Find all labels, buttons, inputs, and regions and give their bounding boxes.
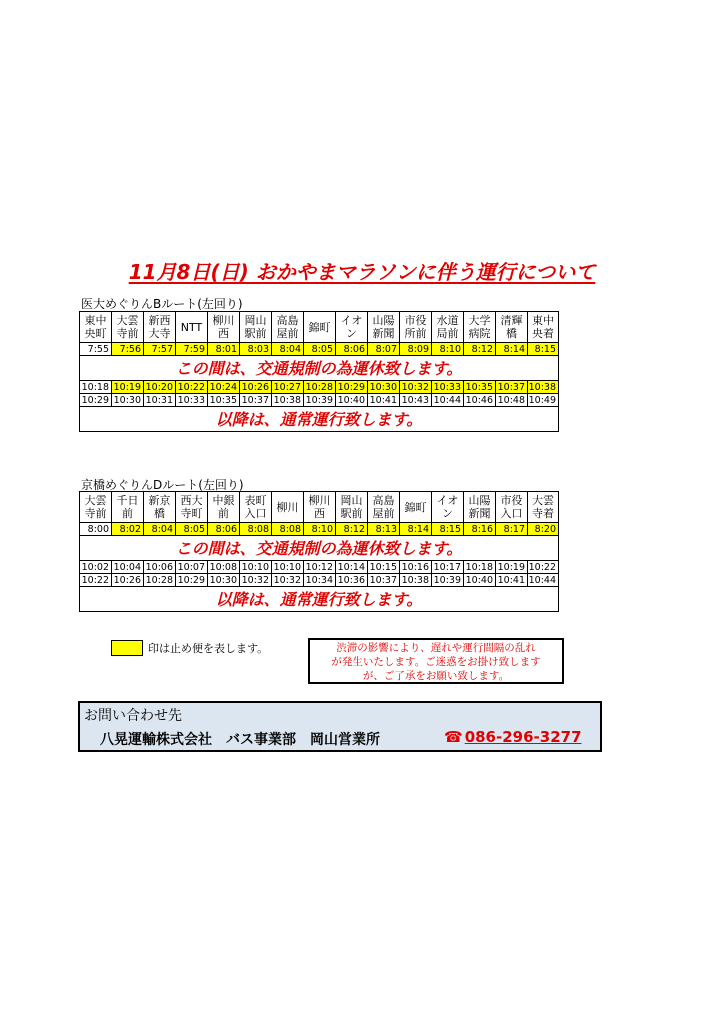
time-cell: 10:19 <box>496 561 528 574</box>
contact-box <box>78 701 602 752</box>
stop-name: 山陽新聞 <box>368 312 400 343</box>
delay-warning-box <box>308 638 564 684</box>
stop-name: 東中央着 <box>528 312 559 343</box>
time-cell: 8:05 <box>176 523 208 536</box>
stop-name: 水道局前 <box>432 312 464 343</box>
time-cell: 10:10 <box>272 561 304 574</box>
time-cell: 10:06 <box>144 561 176 574</box>
time-cell: 7:59 <box>176 343 208 356</box>
stop-name: 大学病院 <box>464 312 496 343</box>
time-cell: 8:15 <box>432 523 464 536</box>
time-cell: 10:24 <box>208 381 240 394</box>
time-cell: 10:41 <box>496 574 528 587</box>
contact-phone-link[interactable] <box>444 728 582 746</box>
time-cell: 7:56 <box>112 343 144 356</box>
stop-name: 新京橋 <box>144 492 176 523</box>
time-cell: 10:40 <box>336 394 368 407</box>
time-cell: 10:30 <box>208 574 240 587</box>
time-cell: 7:55 <box>80 343 112 356</box>
time-cell: 10:29 <box>176 574 208 587</box>
time-cell: 10:40 <box>464 574 496 587</box>
contact-company: 八晃運輸株式会社 バス事業部 岡山営業所 <box>100 732 380 748</box>
time-cell: 10:19 <box>112 381 144 394</box>
stop-name: 西大寺町 <box>176 492 208 523</box>
time-cell: 10:17 <box>432 561 464 574</box>
stop-name: 東中央町 <box>80 312 112 343</box>
telephone-icon: ☎ <box>444 728 463 746</box>
time-cell: 8:05 <box>304 343 336 356</box>
time-cell: 8:12 <box>464 343 496 356</box>
stop-name: 高島屋前 <box>272 312 304 343</box>
time-cell: 8:09 <box>400 343 432 356</box>
stop-name: 市役入口 <box>496 492 528 523</box>
time-cell: 8:10 <box>304 523 336 536</box>
legend-swatch <box>111 640 143 656</box>
route-d-caption: 京橋めぐりんDルート(左回り) <box>81 478 244 492</box>
warning-line: が発生いたします。ご迷惑をお掛け致します <box>331 656 541 668</box>
notice-row <box>80 356 559 381</box>
legend-text: 印は止め便を表します。 <box>148 642 269 655</box>
time-cell: 10:38 <box>528 381 559 394</box>
time-cell: 10:41 <box>368 394 400 407</box>
table-row <box>80 394 559 407</box>
time-cell: 10:46 <box>464 394 496 407</box>
time-cell: 10:26 <box>240 381 272 394</box>
time-cell: 10:14 <box>336 561 368 574</box>
stop-name: 錦町 <box>304 312 336 343</box>
time-cell: 10:22 <box>176 381 208 394</box>
stop-name: 錦町 <box>400 492 432 523</box>
contact-label: お問い合わせ先 <box>84 708 182 724</box>
time-cell: 8:04 <box>272 343 304 356</box>
suspension-notice: この間は、交通規制の為運休致します。 <box>80 356 559 381</box>
time-cell: 10:18 <box>80 381 112 394</box>
time-cell: 10:29 <box>336 381 368 394</box>
time-cell: 10:12 <box>304 561 336 574</box>
time-cell: 10:49 <box>528 394 559 407</box>
table-row <box>80 343 559 356</box>
stop-name: 柳川西 <box>304 492 336 523</box>
time-cell: 10:37 <box>240 394 272 407</box>
time-cell: 10:26 <box>112 574 144 587</box>
time-cell: 10:39 <box>432 574 464 587</box>
route-d-timetable <box>79 491 559 612</box>
stop-name: 柳川 <box>272 492 304 523</box>
time-cell: 10:48 <box>496 394 528 407</box>
stop-name: 柳川西 <box>208 312 240 343</box>
time-cell: 10:27 <box>272 381 304 394</box>
warning-line: が、ご了承をお願い致します。 <box>362 670 510 682</box>
route-b-timetable <box>79 311 559 432</box>
stop-name: 清輝橋 <box>496 312 528 343</box>
stop-name: 高島屋前 <box>368 492 400 523</box>
time-cell: 8:12 <box>336 523 368 536</box>
stop-name: 市役所前 <box>400 312 432 343</box>
time-cell: 10:37 <box>496 381 528 394</box>
time-cell: 8:00 <box>80 523 112 536</box>
suspension-notice: この間は、交通規制の為運休致します。 <box>80 536 559 561</box>
time-cell: 8:03 <box>240 343 272 356</box>
table-row <box>80 561 559 574</box>
resume-notice: 以降は、通常運行致します。 <box>80 587 559 612</box>
time-cell: 8:14 <box>496 343 528 356</box>
time-cell: 10:39 <box>304 394 336 407</box>
time-cell: 7:57 <box>144 343 176 356</box>
time-cell: 10:44 <box>432 394 464 407</box>
time-cell: 10:32 <box>400 381 432 394</box>
time-cell: 10:29 <box>80 394 112 407</box>
stop-name: 大雲寺前 <box>80 492 112 523</box>
time-cell: 10:02 <box>80 561 112 574</box>
stop-name: 中銀前 <box>208 492 240 523</box>
time-cell: 10:10 <box>240 561 272 574</box>
stop-name: 大雲寺着 <box>528 492 559 523</box>
notice-row <box>80 536 559 561</box>
time-cell: 10:30 <box>368 381 400 394</box>
time-cell: 10:35 <box>208 394 240 407</box>
stop-name: NTT <box>176 312 208 343</box>
notice-row <box>80 407 559 432</box>
table-row <box>80 574 559 587</box>
time-cell: 10:15 <box>368 561 400 574</box>
table-row <box>80 523 559 536</box>
time-cell: 10:33 <box>432 381 464 394</box>
table-row <box>80 381 559 394</box>
time-cell: 10:35 <box>464 381 496 394</box>
stop-name: 大雲寺前 <box>112 312 144 343</box>
time-cell: 10:22 <box>80 574 112 587</box>
stop-name: イオン <box>336 312 368 343</box>
time-cell: 8:20 <box>528 523 559 536</box>
warning-line: 渋滞の影響により、遅れや運行間隔の乱れ <box>336 642 536 654</box>
stop-name: 岡山駅前 <box>336 492 368 523</box>
time-cell: 10:18 <box>464 561 496 574</box>
time-cell: 10:22 <box>528 561 559 574</box>
time-cell: 10:31 <box>144 394 176 407</box>
time-cell: 8:14 <box>400 523 432 536</box>
route-b-caption: 医大めぐりんBルート(左回り) <box>81 297 243 311</box>
phone-number: 086-296-3277 <box>464 728 582 746</box>
time-cell: 10:20 <box>144 381 176 394</box>
stop-name: 千日前 <box>112 492 144 523</box>
stop-name: 新西大寺 <box>144 312 176 343</box>
time-cell: 8:02 <box>112 523 144 536</box>
time-cell: 10:07 <box>176 561 208 574</box>
time-cell: 8:01 <box>208 343 240 356</box>
time-cell: 8:06 <box>336 343 368 356</box>
time-cell: 10:37 <box>368 574 400 587</box>
time-cell: 8:06 <box>208 523 240 536</box>
time-cell: 10:34 <box>304 574 336 587</box>
time-cell: 10:44 <box>528 574 559 587</box>
stop-header-row <box>80 312 559 343</box>
stop-name: 表町入口 <box>240 492 272 523</box>
time-cell: 10:32 <box>272 574 304 587</box>
stop-header-row <box>80 492 559 523</box>
time-cell: 10:28 <box>144 574 176 587</box>
time-cell: 8:04 <box>144 523 176 536</box>
notice-row <box>80 587 559 612</box>
time-cell: 8:13 <box>368 523 400 536</box>
time-cell: 10:43 <box>400 394 432 407</box>
resume-notice: 以降は、通常運行致します。 <box>80 407 559 432</box>
time-cell: 8:08 <box>272 523 304 536</box>
stop-name: 岡山駅前 <box>240 312 272 343</box>
time-cell: 10:30 <box>112 394 144 407</box>
time-cell: 8:15 <box>528 343 559 356</box>
time-cell: 8:16 <box>464 523 496 536</box>
time-cell: 10:33 <box>176 394 208 407</box>
time-cell: 10:32 <box>240 574 272 587</box>
time-cell: 10:38 <box>272 394 304 407</box>
time-cell: 8:17 <box>496 523 528 536</box>
time-cell: 10:28 <box>304 381 336 394</box>
stop-name: 山陽新聞 <box>464 492 496 523</box>
time-cell: 10:16 <box>400 561 432 574</box>
time-cell: 10:36 <box>336 574 368 587</box>
page-title: 11月8日(日) おかやまマラソンに伴う運行について <box>128 260 596 284</box>
time-cell: 10:04 <box>112 561 144 574</box>
time-cell: 10:08 <box>208 561 240 574</box>
stop-name: イオン <box>432 492 464 523</box>
time-cell: 8:08 <box>240 523 272 536</box>
time-cell: 8:07 <box>368 343 400 356</box>
time-cell: 8:10 <box>432 343 464 356</box>
time-cell: 10:38 <box>400 574 432 587</box>
